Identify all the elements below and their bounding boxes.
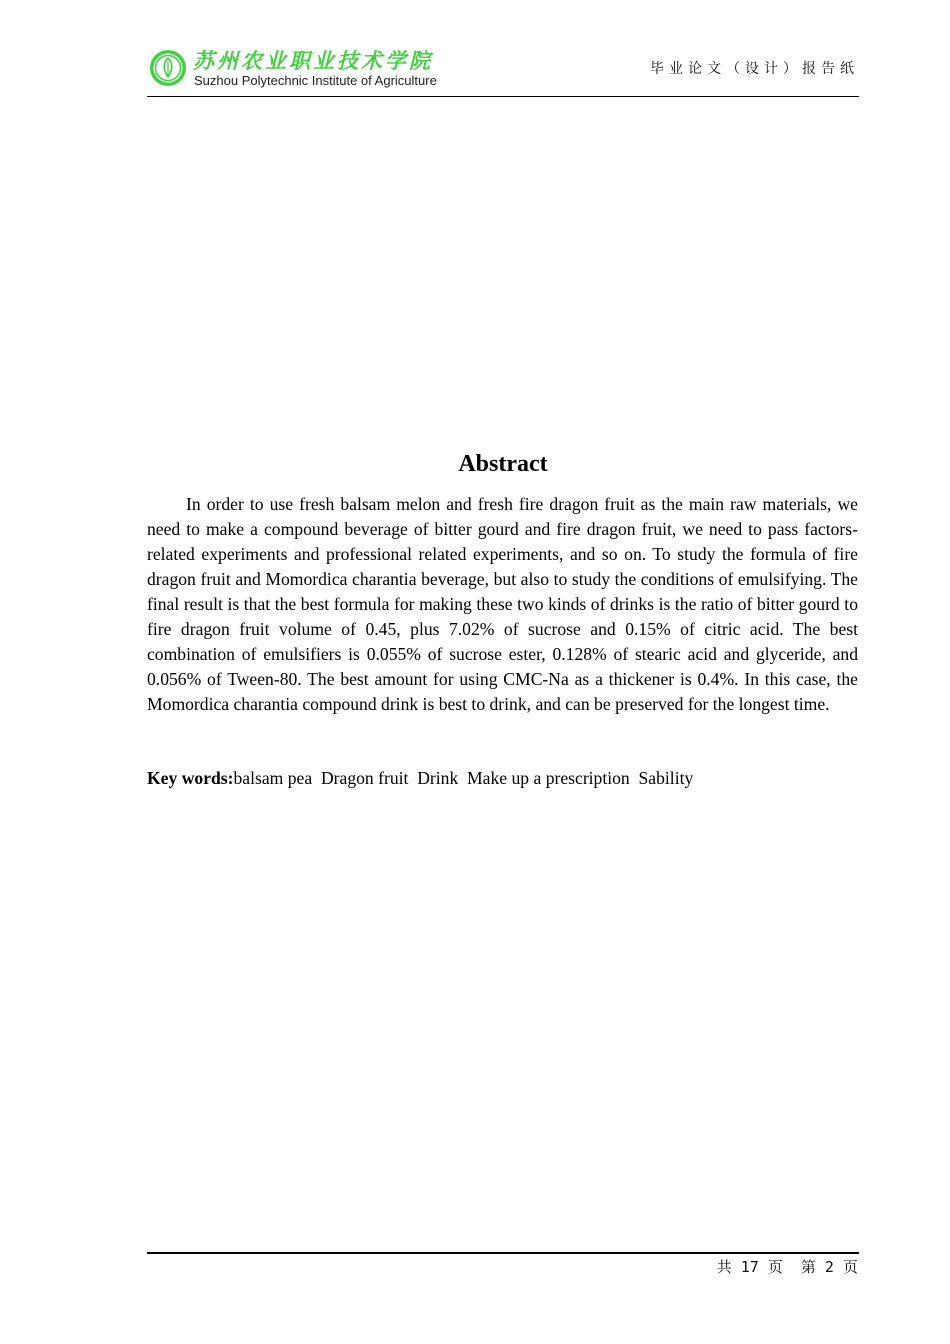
keywords-label: Key words:	[147, 768, 234, 788]
page-number: 共 17 页 第 2 页	[716, 1258, 858, 1276]
abstract-title: Abstract	[458, 451, 548, 477]
keywords-line	[147, 766, 858, 791]
school-seal-icon	[149, 49, 187, 87]
footer-divider	[147, 1252, 859, 1254]
document-type-label: 毕业论文（设计）报告纸	[650, 61, 859, 77]
institution-name-english: Suzhou Polytechnic Institute of Agriculture	[194, 73, 437, 88]
institution-name-chinese: 苏州农业职业技术学院	[193, 49, 433, 73]
keywords-values: balsam pea Dragon fruit Drink Make up a prescription Sability	[233, 768, 694, 788]
page-header	[147, 44, 859, 97]
abstract-body: In order to use fresh balsam melon and fresh fire dragon fruit as the main raw materials, we need to make a compound beverage of bitter gourd and fire dragon fruit, we need to pass factors-related experiments and professional related experiments, and so on. To study the formula of fire dragon fruit and Momordica charantia beverage, but also to study the conditions of emulsifying. The final result is that the best formula for making these two kinds of drinks is the ratio of bitter gourd to fire dragon fruit volume of 0.45, plus 7.02% of sucrose and 0.15% of citric acid. The best combination of emulsifiers is 0.055% of sucrose ester, 0.128% of stearic acid and glyceride, and 0.056% of Tween-80. The best amount for using CMC-Na as a thickener is 0.4%. In this case, the Momordica charantia compound drink is best to drink, and can be preserved for the longest time.	[147, 494, 858, 714]
institution-logo	[147, 47, 447, 91]
header-divider	[147, 96, 859, 97]
